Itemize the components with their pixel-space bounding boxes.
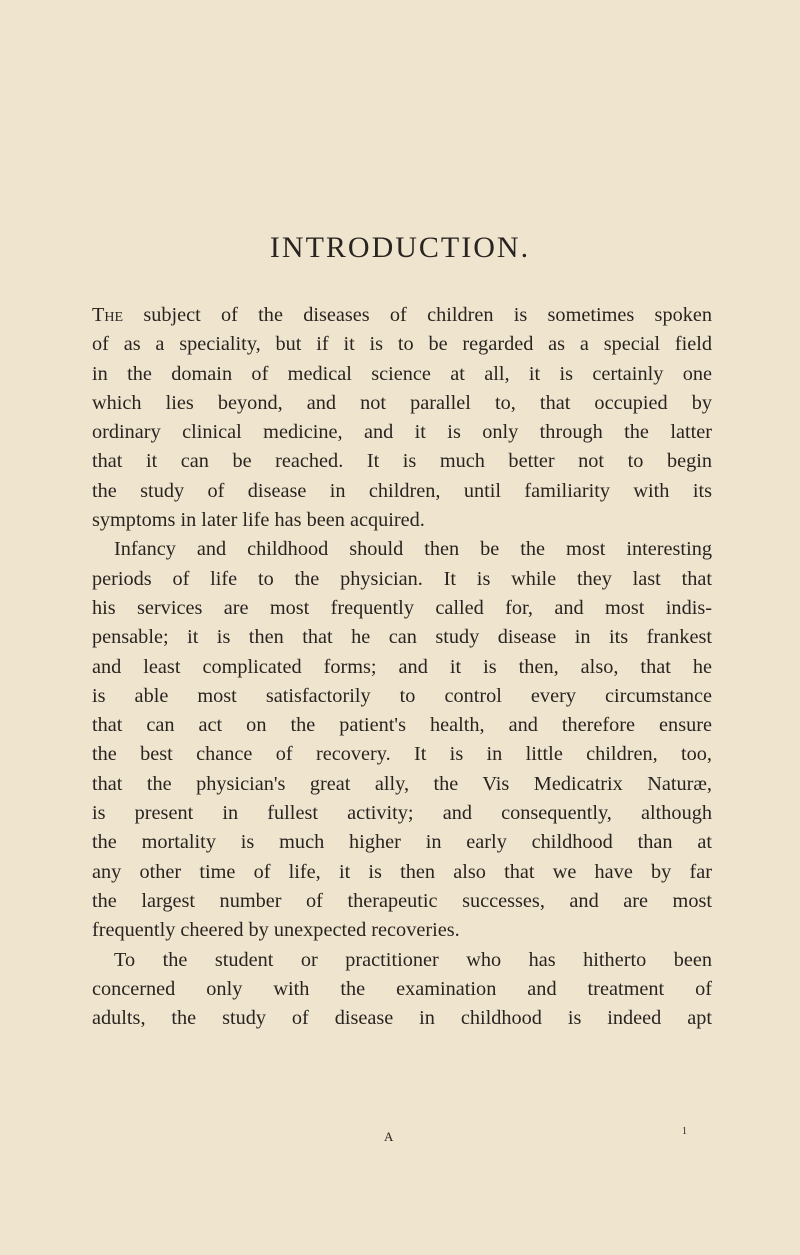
text-line: concerned only with the examination and treatment of — [92, 977, 712, 1000]
text-line: Infancy and childhood should then be the most interesting — [114, 538, 712, 561]
text-line: that the physician's great ally, the Vis Medicatrix Naturæ, — [92, 772, 712, 795]
text-line: that it can be reached. It is much better not to begin — [92, 450, 712, 473]
text-line: any other time of life, it is then also that we have by far — [92, 860, 712, 883]
opening-word: The — [92, 304, 124, 326]
text-line: is able most satisfactorily to control every circumstance — [92, 684, 712, 707]
text-line: is present in fullest activity; and consequently, although — [92, 802, 712, 825]
signature-mark: A — [384, 1129, 394, 1144]
text-line: the mortality is much higher in early childhood than at — [92, 831, 712, 854]
text-line: his services are most frequently called for, and most indis- — [92, 596, 712, 619]
text-line: of as a speciality, but if it is to be regarded as a special field — [92, 333, 712, 356]
text-line: the largest number of therapeutic successes, and are most — [92, 889, 712, 912]
text-line: the study of disease in children, until familiarity with its — [92, 479, 712, 502]
page-number: 1 — [682, 1126, 687, 1137]
chapter-heading: INTRODUCTION. — [269, 231, 531, 264]
text-line: which lies beyond, and not parallel to, that occupied by — [92, 391, 712, 414]
text-line: the best chance of recovery. It is in little children, too, — [92, 743, 712, 766]
text-line: in the domain of medical science at all, it is certainly one — [92, 362, 712, 385]
text-line: symptoms in later life has been acquired. — [92, 509, 425, 532]
text-line: To the student or practitioner who has hitherto been — [114, 948, 712, 971]
text-line: adults, the study of disease in childhood is indeed apt — [92, 1007, 712, 1030]
text-line: The subject of the diseases of children is sometimes spoken — [92, 304, 713, 326]
body-text — [92, 301, 712, 1033]
text-line: pensable; it is then that he can study disease in its frankest — [92, 626, 712, 649]
text-line: periods of life to the physician. It is while they last that — [92, 567, 712, 590]
text-line: that can act on the patient's health, and therefore ensure — [92, 714, 712, 737]
text-line: and least complicated forms; and it is then, also, that he — [92, 655, 712, 678]
text-line: frequently cheered by unexpected recoveries. — [92, 919, 460, 942]
text-line: ordinary clinical medicine, and it is only through the latter — [92, 421, 712, 444]
